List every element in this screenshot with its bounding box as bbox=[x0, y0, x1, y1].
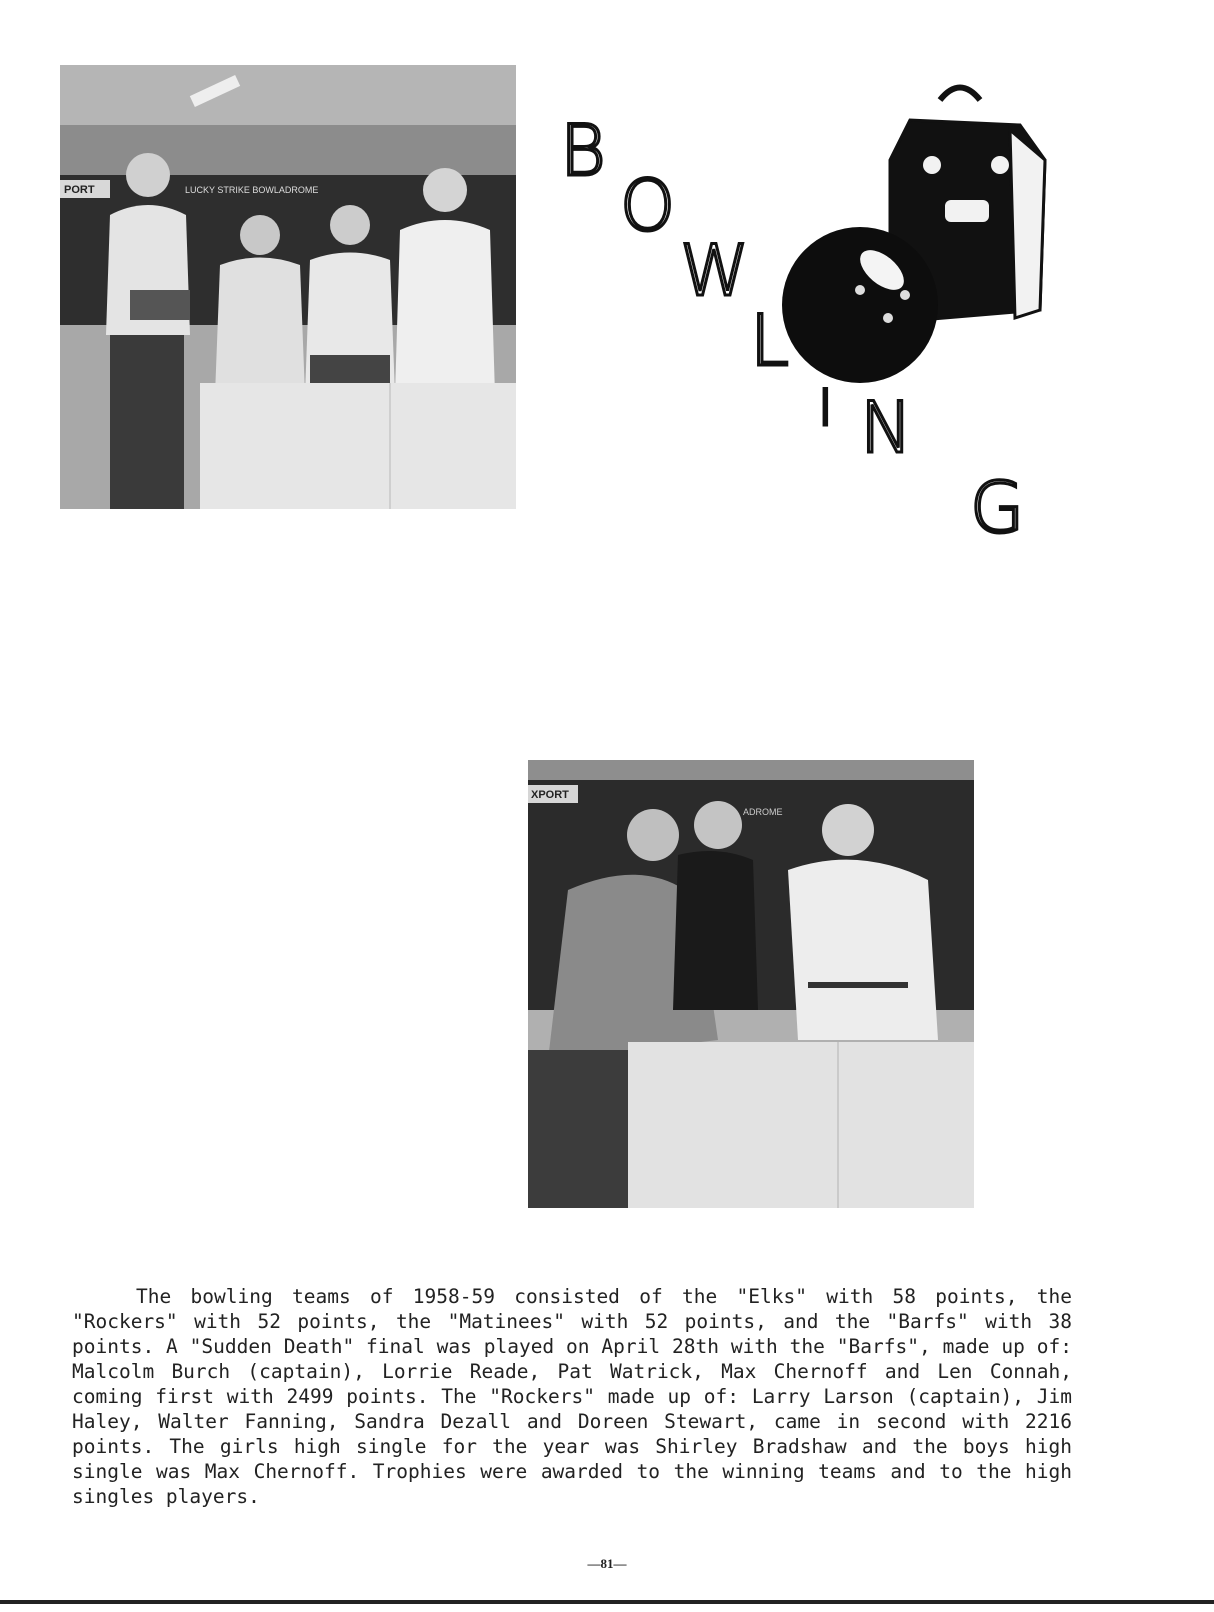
title-letter-w: W bbox=[680, 230, 750, 312]
board-sign-text: XPORT bbox=[531, 789, 569, 801]
bowling-title-art bbox=[560, 80, 1060, 540]
title-letter-o: O bbox=[620, 165, 676, 247]
board-title-text: LUCKY STRIKE BOWLADROME bbox=[185, 185, 319, 195]
body-paragraph: The bowling teams of 1958-59 consisted of the "Elks" with 58 points, the "Rockers" with 52 points, the "Matinees" with 52 points, and the "Barfs" with 38 points. A "Sudden Death" final was played on April 28th with the "Barfs", made up of: Malcolm Burch (captain), Lorrie Reade, Pat Watrick, Max Chernoff and Len Connah, coming first with 2499 points. The "Rockers" made up of: Larry Larson (captain), Jim Haley, Walter Fanning, Sandra Dezall and Doreen Stewart, came in second with 2216 points. The girls high single for the year was Shirley Bradshaw and the boys high single was Max Chernoff. Trophies were awarded to the winning teams and to the high singles players. bbox=[72, 1285, 1072, 1508]
page-number: —81— bbox=[587, 1556, 627, 1571]
title-letter-i: I bbox=[818, 379, 833, 437]
bottom-rule bbox=[0, 1600, 1214, 1604]
title-letter-b: B bbox=[560, 110, 606, 192]
board-title-text: ADROME bbox=[743, 807, 783, 817]
team-trophies-photo bbox=[60, 65, 516, 509]
board-sign-text: PORT bbox=[64, 184, 95, 196]
trophy-presentation-photo bbox=[528, 760, 974, 1208]
title-letter-n: N bbox=[860, 387, 913, 469]
title-letter-l: L bbox=[750, 300, 789, 382]
bowling-ball-icon bbox=[782, 227, 938, 383]
title-letter-g: G bbox=[970, 467, 1025, 540]
